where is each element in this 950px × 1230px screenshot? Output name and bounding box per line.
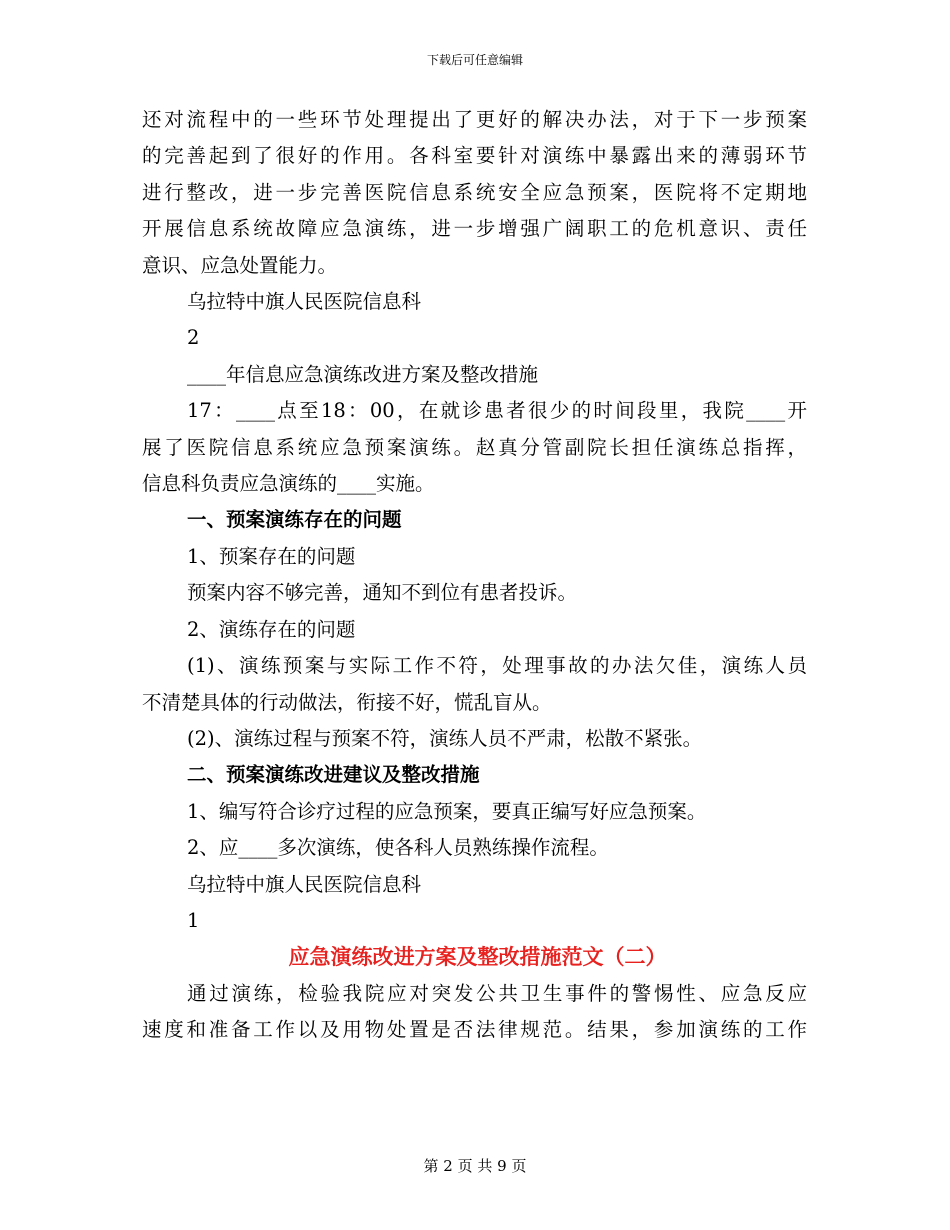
signature-line: 乌拉特中旗人民医院信息科 [187, 290, 422, 314]
paragraph-line: 不清楚具体的行动做法，衔接不好，慌乱盲从。 [142, 690, 552, 714]
list-item: (2)、演练过程与预案不符，演练人员不严肃，松散不紧张。 [187, 726, 703, 750]
heading-problems: 一、预案演练存在的问题 [187, 508, 402, 532]
heading-measures: 二、预案演练改进建议及整改措施 [187, 763, 480, 787]
paragraph-line: 还对流程中的一些环节处理提出了更好的解决办法，对于下一步预案 [142, 108, 807, 131]
paragraph-line: 速度和准备工作以及用物处置是否法律规范。结果，参加演练的工作 [142, 1018, 807, 1042]
signature-line: 乌拉特中旗人民医院信息科 [187, 872, 422, 896]
list-item: 2、演练存在的问题 [187, 617, 356, 641]
paragraph-line: 进行整改，进一步完善医院信息系统安全应急预案，医院将不定期地 [142, 180, 807, 204]
document-body [142, 102, 807, 1049]
list-item: 1、预案存在的问题 [187, 544, 356, 568]
paragraph-line: 通过演练，检验我院应对突发公共卫生事件的警惕性、应急反应 [187, 981, 807, 1005]
list-item: (1)、演练预案与实际工作不符，处理事故的办法欠佳，演练人员 [187, 654, 807, 678]
subsection-title: ____年信息应急演练改进方案及整改措施 [187, 362, 539, 386]
list-item: 2、应____多次演练，使各科人员熟练操作流程。 [187, 836, 609, 860]
page-header: 下载后可任意编辑 [426, 53, 523, 67]
page-number-marker: 1 [187, 908, 200, 932]
section-title: 应急演练改进方案及整改措施范文（二） [288, 944, 667, 970]
paragraph-line: 预案内容不够完善，通知不到位有患者投诉。 [187, 581, 578, 605]
paragraph-line: 意识、应急处置能力。 [142, 253, 338, 277]
paragraph-line: 开展信息系统故障应急演练，进一步增强广阔职工的危机意识、责任 [142, 217, 807, 241]
paragraph-line: 17：____点至18：00，在就诊患者很少的时间段里，我院____开 [187, 399, 807, 423]
page-number-marker: 2 [187, 326, 200, 350]
paragraph-line: 信息科负责应急演练的____实施。 [142, 472, 435, 496]
paragraph-line: 的完善起到了很好的作用。各科室要针对演练中暴露出来的薄弱环节 [142, 144, 807, 168]
paragraph-line: 展了医院信息系统应急预案演练。赵真分管副院长担任演练总指挥， [142, 435, 807, 459]
list-item: 1、编写符合诊疗过程的应急预案，要真正编写好应急预案。 [187, 799, 707, 823]
page-footer: 第 2 页 共 9 页 [423, 1157, 527, 1175]
